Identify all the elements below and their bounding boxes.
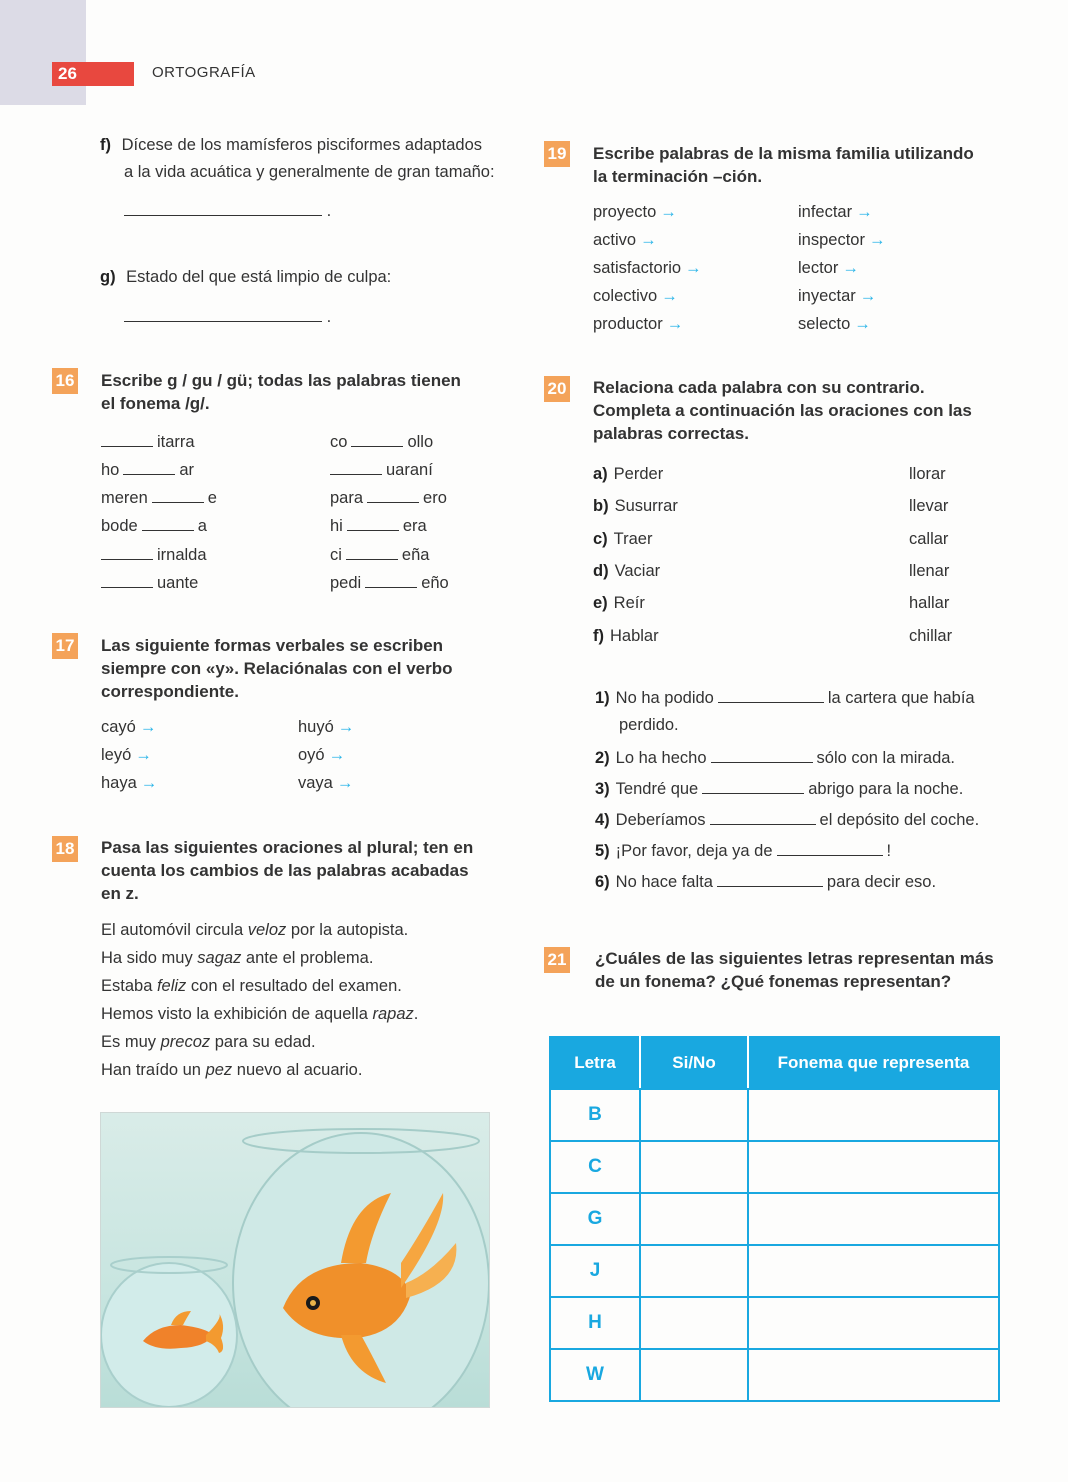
plural-sentence bbox=[101, 1005, 418, 1024]
exercise-20-title-line1: Relaciona cada palabra con su contrario. bbox=[593, 378, 925, 397]
completion-sentence bbox=[595, 778, 963, 799]
highlighted-word: veloz bbox=[247, 921, 287, 939]
table-row bbox=[550, 1141, 999, 1193]
sentence-text: El automóvil circula bbox=[101, 921, 248, 939]
exercise-18-title-line2: cuenta los cambios de las palabras acabadas bbox=[101, 861, 469, 880]
verb-word: satisfactorio bbox=[593, 259, 682, 277]
verb-word: cayó bbox=[101, 718, 136, 736]
sentence-text: sólo con la mirada. bbox=[816, 748, 956, 767]
antonym-option: chillar bbox=[909, 626, 953, 645]
question-g-text: Estado del que está limpio de culpa: bbox=[126, 268, 392, 286]
question-f-line1: Dícese de los mamísferos pisciformes adaptados bbox=[121, 136, 482, 154]
arrow-right-icon: → bbox=[685, 259, 702, 277]
sentence-continuation: perdido. bbox=[619, 716, 679, 734]
fill-blank[interactable] bbox=[347, 516, 399, 532]
phoneme-table bbox=[549, 1036, 1000, 1402]
arrow-right-icon: → bbox=[868, 231, 886, 249]
letter-cell: W bbox=[550, 1349, 640, 1401]
verb-word: vaya bbox=[298, 774, 333, 792]
arrow-right-icon: → bbox=[661, 287, 678, 305]
fill-blank[interactable] bbox=[710, 809, 816, 825]
sentence-text: Estaba bbox=[101, 977, 157, 995]
column-header-sino: Si/No bbox=[640, 1037, 748, 1089]
verb-word: selecto bbox=[798, 315, 851, 333]
highlighted-word: pez bbox=[205, 1061, 233, 1079]
sentence-text: ante el problema. bbox=[241, 949, 374, 967]
verb-item bbox=[593, 203, 677, 222]
highlighted-word: sagaz bbox=[197, 949, 242, 967]
item-label: 5) bbox=[595, 841, 610, 860]
item-label: a) bbox=[593, 465, 608, 483]
word: Susurrar bbox=[614, 497, 678, 516]
sino-cell[interactable] bbox=[640, 1349, 748, 1401]
arrow-right-icon: → bbox=[640, 231, 657, 249]
sentence-text: por la autopista. bbox=[286, 921, 409, 939]
antonym-option: callar bbox=[909, 529, 949, 548]
word-item bbox=[330, 572, 449, 593]
item-label: 4) bbox=[595, 810, 610, 829]
arrow-right-icon: → bbox=[140, 774, 158, 792]
item-label: 3) bbox=[595, 779, 610, 798]
plural-sentence bbox=[101, 921, 408, 940]
antonym-option: hallar bbox=[909, 594, 950, 613]
sentence-text: para decir eso. bbox=[826, 872, 937, 891]
word-item bbox=[330, 544, 429, 565]
word-suffix: irnalda bbox=[157, 545, 207, 564]
verb-word: inyectar bbox=[798, 287, 856, 305]
fill-blank[interactable] bbox=[330, 459, 382, 475]
word-suffix: eña bbox=[401, 545, 430, 564]
sentence-text: Tendré que bbox=[615, 779, 699, 798]
verb-word: haya bbox=[101, 774, 137, 792]
arrow-right-icon: → bbox=[859, 287, 877, 305]
word-item bbox=[101, 487, 217, 508]
fill-blank[interactable] bbox=[123, 459, 175, 475]
verb-item bbox=[101, 746, 152, 765]
antonym-word bbox=[593, 497, 678, 516]
word-prefix: hi bbox=[330, 517, 343, 536]
plural-sentence bbox=[101, 1033, 316, 1052]
plural-sentence bbox=[101, 949, 373, 968]
verb-word: huyó bbox=[298, 718, 334, 736]
exercise-16-title bbox=[101, 369, 461, 415]
sino-cell[interactable] bbox=[640, 1297, 748, 1349]
sentence-text: No ha podido bbox=[615, 688, 714, 707]
sino-cell[interactable] bbox=[640, 1193, 748, 1245]
antonym-word bbox=[593, 594, 645, 613]
exercise-18-badge: 18 bbox=[52, 836, 78, 862]
exercise-19-title bbox=[593, 142, 974, 188]
completion-sentence bbox=[595, 687, 975, 708]
antonym-option: llorar bbox=[909, 465, 946, 483]
sentence-text: Ha sido muy bbox=[101, 949, 198, 967]
word: Hablar bbox=[610, 626, 659, 645]
table-row bbox=[550, 1089, 999, 1141]
fill-blank[interactable] bbox=[718, 687, 824, 703]
arrow-right-icon: → bbox=[139, 718, 157, 736]
question-g bbox=[100, 268, 391, 287]
plural-sentence bbox=[101, 977, 402, 996]
word-item bbox=[330, 459, 433, 480]
verb-item bbox=[593, 315, 683, 334]
sentence-text: el depósito del coche. bbox=[819, 810, 980, 829]
word-suffix: era bbox=[402, 517, 427, 536]
word-suffix: e bbox=[207, 489, 217, 508]
sino-cell[interactable] bbox=[640, 1089, 748, 1141]
word-prefix: ho bbox=[101, 461, 120, 480]
item-label: b) bbox=[593, 497, 609, 516]
sentence-text: nuevo al acuario. bbox=[232, 1061, 363, 1079]
section-title: ORTOGRAFÍA bbox=[152, 64, 256, 81]
verb-word: colectivo bbox=[593, 287, 658, 305]
completion-sentence bbox=[595, 747, 955, 768]
exercise-20-title bbox=[593, 376, 972, 445]
sentence-text: con el resultado del examen. bbox=[186, 977, 402, 995]
question-f bbox=[100, 136, 482, 155]
word: Vaciar bbox=[614, 561, 661, 580]
word-prefix: meren bbox=[101, 489, 148, 508]
antonym-option: llevar bbox=[909, 497, 949, 516]
letter-cell: C bbox=[550, 1141, 640, 1193]
letter-cell: J bbox=[550, 1245, 640, 1297]
antonym-word bbox=[593, 465, 663, 484]
exercise-19-title-line2: la terminación –ción. bbox=[593, 167, 763, 186]
sentence-text: para su edad. bbox=[210, 1033, 316, 1051]
verb-item bbox=[298, 718, 354, 737]
fonema-cell[interactable] bbox=[748, 1245, 999, 1297]
item-label: 6) bbox=[595, 872, 610, 891]
sentence-text: Es muy bbox=[101, 1033, 161, 1051]
word-prefix: co bbox=[330, 432, 348, 451]
verb-item bbox=[593, 259, 702, 278]
arrow-right-icon: → bbox=[842, 259, 859, 277]
exercise-17-badge: 17 bbox=[52, 633, 78, 659]
question-f-line2: a la vida acuática y generalmente de gran tamaño: bbox=[124, 163, 495, 181]
arrow-right-icon: → bbox=[328, 746, 346, 764]
verb-item bbox=[101, 774, 157, 793]
exercise-20-title-line3: palabras correctas. bbox=[593, 424, 749, 443]
fill-blank[interactable] bbox=[152, 487, 204, 503]
verb-word: activo bbox=[593, 231, 637, 249]
word: Perder bbox=[613, 465, 664, 483]
verb-word: productor bbox=[593, 315, 663, 333]
verb-word: inspector bbox=[798, 231, 865, 249]
word-prefix: para bbox=[330, 489, 364, 508]
word-item bbox=[101, 459, 194, 480]
answer-line-f[interactable]: . bbox=[124, 200, 331, 221]
question-f-label: f) bbox=[100, 136, 111, 154]
sentence-text: ! bbox=[886, 841, 892, 860]
word-prefix: ci bbox=[330, 545, 342, 564]
exercise-21-title-line2: de un fonema? ¿Qué fonemas representan? bbox=[595, 972, 952, 991]
column-header-fonema: Fonema que representa bbox=[748, 1037, 999, 1089]
exercise-19-title-line1: Escribe palabras de la misma familia utilizando bbox=[593, 144, 974, 163]
fill-blank[interactable] bbox=[101, 431, 153, 447]
verb-word: infectar bbox=[798, 203, 853, 221]
exercise-17-title-line2: siempre con «y». Relaciónalas con el verbo bbox=[101, 659, 453, 678]
completion-sentence bbox=[595, 840, 891, 861]
fill-blank[interactable] bbox=[777, 840, 883, 856]
fill-blank[interactable] bbox=[365, 572, 417, 588]
plural-sentence bbox=[101, 1061, 362, 1080]
verb-item bbox=[593, 287, 678, 306]
goldfish-bowls-photo bbox=[100, 1112, 490, 1408]
word-item bbox=[101, 431, 195, 452]
verb-word: proyecto bbox=[593, 203, 657, 221]
arrow-right-icon: → bbox=[135, 746, 152, 764]
word-suffix: ar bbox=[179, 461, 195, 480]
completion-sentence bbox=[595, 871, 936, 892]
verb-item bbox=[593, 231, 657, 250]
exercise-21-title-line1: ¿Cuáles de las siguientes letras representan más bbox=[595, 949, 994, 968]
table-row bbox=[550, 1349, 999, 1401]
verb-item bbox=[798, 203, 873, 222]
exercise-18-title-line3: en z. bbox=[101, 884, 139, 903]
letter-cell: G bbox=[550, 1193, 640, 1245]
fill-blank[interactable] bbox=[346, 544, 398, 560]
table-row bbox=[550, 1245, 999, 1297]
verb-word: leyó bbox=[101, 746, 132, 764]
arrow-right-icon: → bbox=[856, 203, 873, 221]
word: Traer bbox=[613, 529, 653, 548]
sino-cell[interactable] bbox=[640, 1245, 748, 1297]
sino-cell[interactable] bbox=[640, 1141, 748, 1193]
exercise-16-title-line2: el fonema /g/. bbox=[101, 394, 210, 413]
word-item bbox=[101, 544, 207, 565]
letter-cell: H bbox=[550, 1297, 640, 1349]
column-header-letra: Letra bbox=[550, 1037, 640, 1089]
fill-blank[interactable] bbox=[367, 487, 419, 503]
word-suffix: itarra bbox=[157, 432, 195, 451]
item-label: 1) bbox=[595, 688, 610, 707]
page-corner-decoration bbox=[0, 0, 86, 105]
exercise-16-title-line1: Escribe g / gu / gü; todas las palabras tienen bbox=[101, 371, 461, 390]
fonema-cell[interactable] bbox=[748, 1349, 999, 1401]
highlighted-word: rapaz bbox=[372, 1005, 414, 1023]
fill-blank[interactable] bbox=[702, 778, 804, 794]
fonema-cell[interactable] bbox=[748, 1141, 999, 1193]
fill-blank[interactable] bbox=[351, 431, 403, 447]
word-item bbox=[101, 572, 198, 593]
verb-item bbox=[798, 231, 885, 250]
fonema-cell[interactable] bbox=[748, 1297, 999, 1349]
sentence-text: No hace falta bbox=[615, 872, 713, 891]
fill-blank[interactable] bbox=[101, 572, 153, 588]
exercise-18-title-line1: Pasa las siguientes oraciones al plural; ten en bbox=[101, 838, 474, 857]
sentence-text: . bbox=[413, 1005, 419, 1023]
sentence-text: Deberíamos bbox=[615, 810, 706, 829]
word-item bbox=[101, 516, 207, 537]
word-item bbox=[330, 487, 447, 508]
word-suffix: ero bbox=[423, 489, 447, 508]
exercise-17-title bbox=[101, 634, 453, 703]
verb-item bbox=[798, 315, 871, 334]
exercise-20-title-line2: Completa a continuación las oraciones con las bbox=[593, 401, 972, 420]
verb-item bbox=[101, 718, 156, 737]
item-label: e) bbox=[593, 594, 608, 613]
word-item bbox=[330, 431, 433, 452]
completion-sentence bbox=[595, 809, 979, 830]
letter-cell: B bbox=[550, 1089, 640, 1141]
sentence-text: Lo ha hecho bbox=[615, 748, 707, 767]
sentence-text: Han traído un bbox=[101, 1061, 206, 1079]
verb-item bbox=[298, 746, 345, 765]
exercise-21-badge: 21 bbox=[544, 947, 570, 973]
highlighted-word: feliz bbox=[156, 977, 187, 995]
item-label: 2) bbox=[595, 748, 610, 767]
page-number: 26 bbox=[52, 62, 134, 86]
word-prefix: bode bbox=[101, 517, 138, 536]
word-suffix: ollo bbox=[407, 432, 434, 451]
fill-blank[interactable] bbox=[711, 747, 813, 763]
arrow-right-icon: → bbox=[336, 774, 354, 792]
word-suffix: eño bbox=[421, 573, 449, 592]
word-item bbox=[330, 516, 427, 537]
exercise-19-badge: 19 bbox=[544, 141, 570, 167]
question-g-label: g) bbox=[100, 268, 116, 286]
fonema-cell[interactable] bbox=[748, 1089, 999, 1141]
goldfish-illustration bbox=[101, 1113, 489, 1407]
word-suffix: uante bbox=[157, 573, 199, 592]
sentence-text: ¡Por favor, deja ya de bbox=[615, 841, 773, 860]
word-prefix: pedi bbox=[330, 573, 362, 592]
sentence-text: abrigo para la noche. bbox=[808, 779, 964, 798]
exercise-18-title bbox=[101, 836, 473, 905]
antonym-word bbox=[593, 562, 660, 581]
exercise-20-badge: 20 bbox=[544, 376, 570, 402]
verb-item bbox=[798, 259, 859, 278]
arrow-right-icon: → bbox=[666, 315, 684, 333]
fill-blank[interactable] bbox=[717, 871, 823, 887]
table-row bbox=[550, 1297, 999, 1349]
table-row bbox=[550, 1193, 999, 1245]
answer-line-g[interactable]: . bbox=[124, 306, 331, 327]
item-label: c) bbox=[593, 529, 608, 548]
sentence-text: la cartera que había bbox=[827, 688, 975, 707]
exercise-16-badge: 16 bbox=[52, 368, 78, 394]
antonym-word bbox=[593, 627, 659, 646]
word-suffix: uaraní bbox=[386, 461, 433, 480]
fonema-cell[interactable] bbox=[748, 1193, 999, 1245]
verb-word: oyó bbox=[298, 746, 325, 764]
arrow-right-icon: → bbox=[660, 203, 677, 221]
sentence-text: Hemos visto la exhibición de aquella bbox=[101, 1005, 373, 1023]
fill-blank[interactable] bbox=[101, 544, 153, 560]
exercise-21-title bbox=[595, 947, 994, 993]
arrow-right-icon: → bbox=[854, 315, 871, 333]
antonym-option: llenar bbox=[909, 561, 950, 580]
verb-item bbox=[298, 774, 353, 793]
antonym-word bbox=[593, 530, 652, 549]
word-suffix: a bbox=[197, 517, 207, 536]
verb-item bbox=[798, 287, 876, 306]
arrow-right-icon: → bbox=[337, 718, 355, 736]
word: Reír bbox=[613, 594, 645, 613]
verb-word: lector bbox=[798, 259, 839, 277]
fill-blank[interactable] bbox=[142, 516, 194, 532]
exercise-17-title-line3: correspondiente. bbox=[101, 682, 239, 701]
item-label: d) bbox=[593, 561, 609, 580]
item-label: f) bbox=[593, 626, 604, 645]
highlighted-word: precoz bbox=[160, 1033, 211, 1051]
exercise-17-title-line1: Las siguiente formas verbales se escriben bbox=[101, 636, 444, 655]
